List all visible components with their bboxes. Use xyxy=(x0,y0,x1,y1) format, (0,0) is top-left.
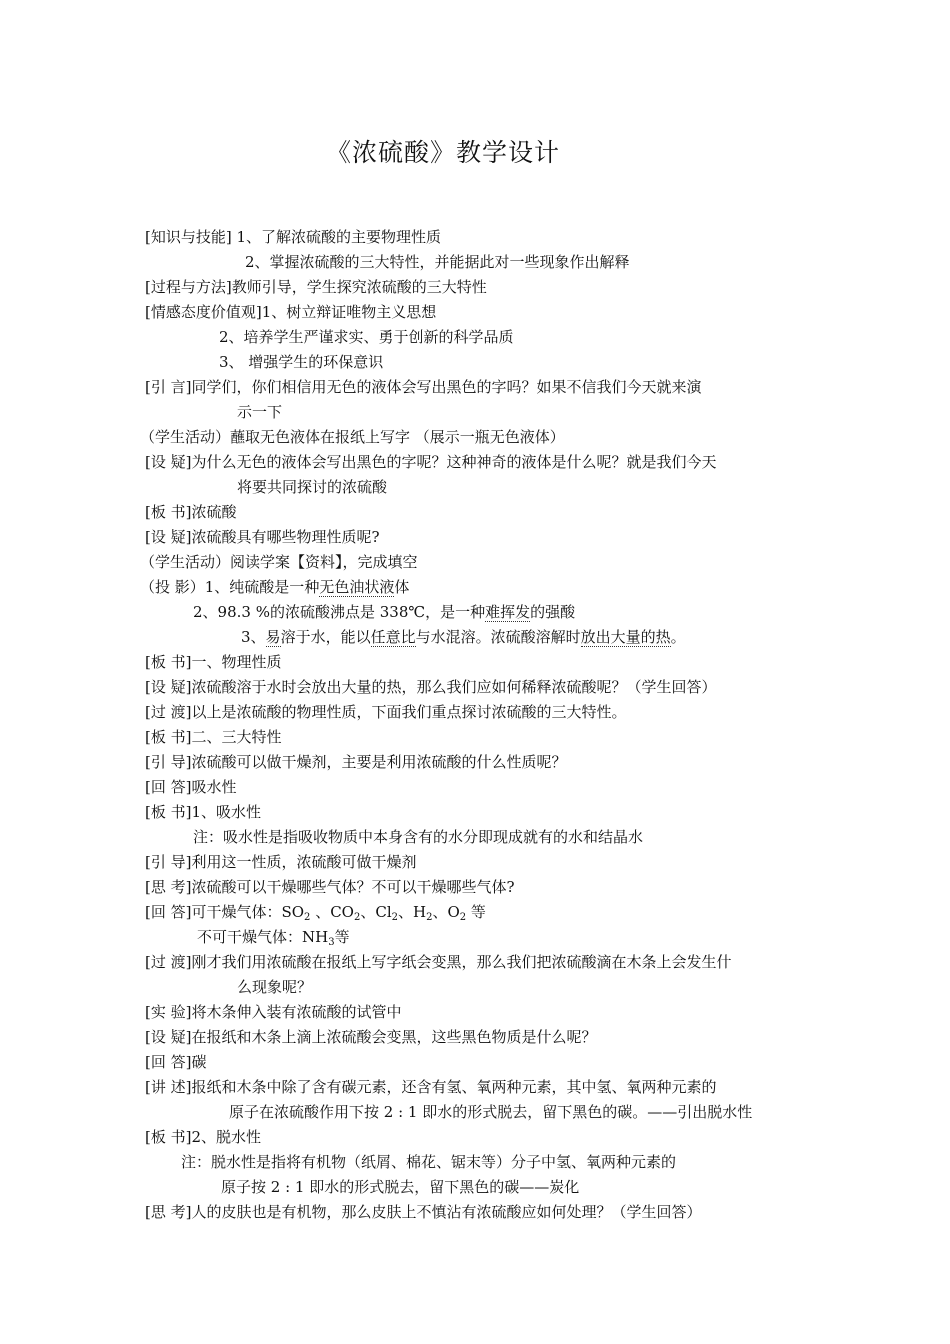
subscript: 2 xyxy=(426,912,433,923)
answer-2-text: 、H xyxy=(398,903,427,921)
objective-attitude-1: [情感态度价值观]1、树立辩证唯物主义思想 xyxy=(145,303,437,321)
projection-3-num: 3、 xyxy=(241,628,266,646)
board-dehydration: [板 书]2、脱水性 xyxy=(145,1128,262,1146)
subscript: 2 xyxy=(353,912,361,923)
guide-1: [引 导]浓硫酸可以做干燥剂，主要是利用浓硫酸的什么性质呢？ xyxy=(145,753,567,771)
question-3: [设 疑]浓硫酸溶于水时会放出大量的热，那么我们应如何稀释浓硫酸呢？（学生回答） xyxy=(145,678,717,696)
transition-2: [过 渡]刚才我们用浓硫酸在报纸上写字纸会变黑，那么我们把浓硫酸滴在木条上会发生什 xyxy=(145,953,732,971)
objective-attitude-3: 3、 增强学生的环保意识 xyxy=(219,353,384,371)
intro-line-cont: 示一下 xyxy=(237,403,283,421)
question-2: [设 疑]浓硫酸具有哪些物理性质呢? xyxy=(145,528,380,546)
note-1: 注：吸水性是指吸收物质中本身含有的水分即现成就有的水和结晶水 xyxy=(193,828,644,846)
answer-3: [回 答]碳 xyxy=(145,1053,207,1071)
projection-2-tail: 的强酸 xyxy=(530,603,576,621)
projection-1-text: （投 影）1、纯硫酸是一种 xyxy=(140,578,320,596)
answer-2-text: [回 答]可干燥气体：SO xyxy=(145,903,305,921)
projection-2 xyxy=(193,602,575,622)
subscript: 2 xyxy=(304,912,311,923)
answer-1: [回 答]吸水性 xyxy=(145,778,237,796)
answer-2-cont xyxy=(197,927,350,947)
answer-2-cont-text: 不可干燥气体：NH xyxy=(197,928,329,946)
answer-2 xyxy=(145,902,486,922)
experiment: [实 验]将木条伸入装有浓硫酸的试管中 xyxy=(145,1003,402,1021)
answer-2-cont-text: 等 xyxy=(334,928,350,946)
answer-2-text: 、O xyxy=(432,903,460,921)
answer-2-text: 等 xyxy=(466,903,486,921)
note-2: 注：脱水性是指将有机物（纸屑、棉花、锯末等）分子中氢、氧两种元素的 xyxy=(181,1153,677,1171)
blank-answer: 难挥发 xyxy=(485,603,531,621)
question-1-cont: 将要共同探讨的浓硫酸 xyxy=(237,478,388,496)
answer-2-text: 、CO xyxy=(310,903,354,921)
think-1: [思 考]浓硫酸可以干燥哪些气体？不可以干燥哪些气体? xyxy=(145,878,515,896)
board-three-properties: [板 书]二、三大特性 xyxy=(145,728,282,746)
subscript: 3 xyxy=(328,937,335,948)
projection-3-text: 溶于水，能以 xyxy=(280,628,371,646)
narration-cont: 原子在浓硫酸作用下按 2 : 1 即水的形式脱去，留下黑色的碳。——引出脱水性 xyxy=(229,1103,753,1121)
student-activity-1: （学生活动）蘸取无色液体在报纸上写字 （展示一瓶无色液体） xyxy=(140,428,565,446)
objective-knowledge-1: [知识与技能] 1、了解浓硫酸的主要物理性质 xyxy=(145,228,442,246)
answer-2-text: 、Cl xyxy=(360,903,392,921)
projection-2-text: 2、98.3 %的浓硫酸沸点是 338℃，是一种 xyxy=(193,603,486,621)
projection-1-tail: 体 xyxy=(394,578,410,596)
transition-1: [过 渡]以上是浓硫酸的物理性质，下面我们重点探讨浓硫酸的三大特性。 xyxy=(145,703,627,721)
guide-2: [引 导]利用这一性质，浓硫酸可做干燥剂 xyxy=(145,853,417,871)
narration: [讲 述]报纸和木条中除了含有碳元素，还含有氢、氧两种元素，其中氢、氧两种元素的 xyxy=(145,1078,717,1096)
projection-3 xyxy=(241,627,686,647)
blank-answer: 放出大量的热 xyxy=(580,628,671,646)
board-title: [板 书]浓硫酸 xyxy=(145,503,237,521)
blank-answer: 无色油状液 xyxy=(319,578,395,596)
intro-line: [引 言]同学们，你们相信用无色的液体会写出黑色的字吗？如果不信我们今天就来演 xyxy=(145,378,702,396)
projection-3-tail: 。 xyxy=(670,628,686,646)
projection-1 xyxy=(140,577,409,597)
objective-knowledge-2: 2、掌握浓硫酸的三大特性，并能据此对一些现象作出解释 xyxy=(245,253,630,271)
board-physical: [板 书]一、物理性质 xyxy=(145,653,282,671)
question-4: [设 疑]在报纸和木条上滴上浓硫酸会变黑，这些黑色物质是什么呢？ xyxy=(145,1028,597,1046)
subscript: 2 xyxy=(391,912,398,923)
blank-answer: 任意比 xyxy=(370,628,416,646)
think-2: [思 考]人的皮肤也是有机物，那么皮肤上不慎沾有浓硫酸应如何处理？（学生回答） xyxy=(145,1203,702,1221)
subscript: 2 xyxy=(459,912,467,923)
objective-attitude-2: 2、培养学生严谨求实、勇于创新的科学品质 xyxy=(219,328,514,346)
objective-process: [过程与方法]教师引导，学生探究浓硫酸的三大特性 xyxy=(145,278,487,296)
student-activity-2: （学生活动）阅读学案【资料】，完成填空 xyxy=(140,553,418,571)
document-title: 《浓硫酸》教学设计 xyxy=(325,138,560,167)
transition-2-cont: 么现象呢？ xyxy=(237,978,313,996)
projection-3-text-2: 与水混溶。浓硫酸溶解时 xyxy=(415,628,581,646)
board-water-absorption: [板 书]1、吸水性 xyxy=(145,803,262,821)
note-2-cont: 原子按 2 : 1 即水的形式脱去，留下黑色的碳——炭化 xyxy=(221,1178,580,1196)
question-1: [设 疑]为什么无色的液体会写出黑色的字呢？这种神奇的液体是什么呢？就是我们今天 xyxy=(145,453,717,471)
blank-answer: 易 xyxy=(265,628,281,646)
